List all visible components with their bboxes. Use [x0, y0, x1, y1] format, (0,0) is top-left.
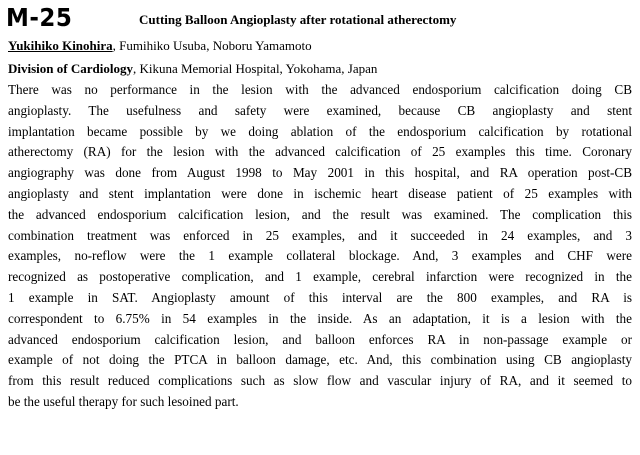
affiliation-institution: , Kikuna Memorial Hospital, Yokohama, Japan [132, 61, 378, 76]
abstract-code: M-25 [6, 4, 73, 33]
abstract-line: be the useful therapy for such lesoined part. [8, 393, 239, 409]
abstract-line: angioplasty and stent implantation were done in ischemic heart disease patient of 25 examples with [8, 185, 632, 201]
abstract-line: from this result reduced complications such as slow flow and vascular injury of RA, and it seemed to [8, 373, 632, 389]
abstract-line: example of not doing the PTCA in balloon damage, etc. And, this combination using CB angioplasty [8, 352, 632, 368]
abstract-line: angiography was done from August 1998 to May 2001 in this hospital, and RA operation post-CB [8, 165, 632, 181]
abstract-body [8, 80, 632, 413]
abstract-line: advanced endosporium calcification lesion, and balloon enforces RA in non-passage example or [8, 331, 632, 347]
affiliation [8, 60, 377, 78]
abstract-line: the advanced endosporium calcification lesion, and the result was examined. The complication this [8, 206, 632, 222]
abstract-line: implantation became possible by we doing ablation of the endosporium calcification by rotational [8, 123, 632, 139]
author-list [8, 37, 312, 55]
abstract-line: recognized as postoperative complication, and 1 example, cerebral infarction were recognized in the [8, 269, 632, 285]
affiliation-department: Division of Cardiology [8, 61, 133, 76]
co-authors: , Fumihiko Usuba, Noboru Yamamoto [112, 38, 312, 53]
abstract-title: Cutting Balloon Angioplasty after rotational atherectomy [139, 12, 457, 27]
abstract-header [6, 2, 636, 34]
abstract-line: There was no performance in the lesion with the advanced endosporium calcification doing CB [8, 82, 632, 97]
abstract-line: atherectomy (RA) for the lesion with the advanced calcification of 25 examples this time. Coronary [8, 144, 632, 160]
presenting-author: Yukihiko Kinohira [8, 38, 113, 53]
abstract-line: angioplasty. The usefulness and safety were examined, because CB angioplasty and stent [8, 102, 632, 118]
abstract-line: combination treatment was enforced in 25 examples, and it succeeded in 24 examples, and 3 [8, 227, 632, 243]
abstract-line: examples, no-reflow were the 1 example collateral blockage. And, 3 examples and CHF were [8, 248, 632, 264]
abstract-line: correspondent to 6.75% in 54 examples in the inside. As an adaptation, it is a lesion with the [8, 310, 632, 326]
abstract-line: 1 example in SAT. Angioplasty amount of this interval are the 800 examples, and RA is [8, 289, 632, 305]
